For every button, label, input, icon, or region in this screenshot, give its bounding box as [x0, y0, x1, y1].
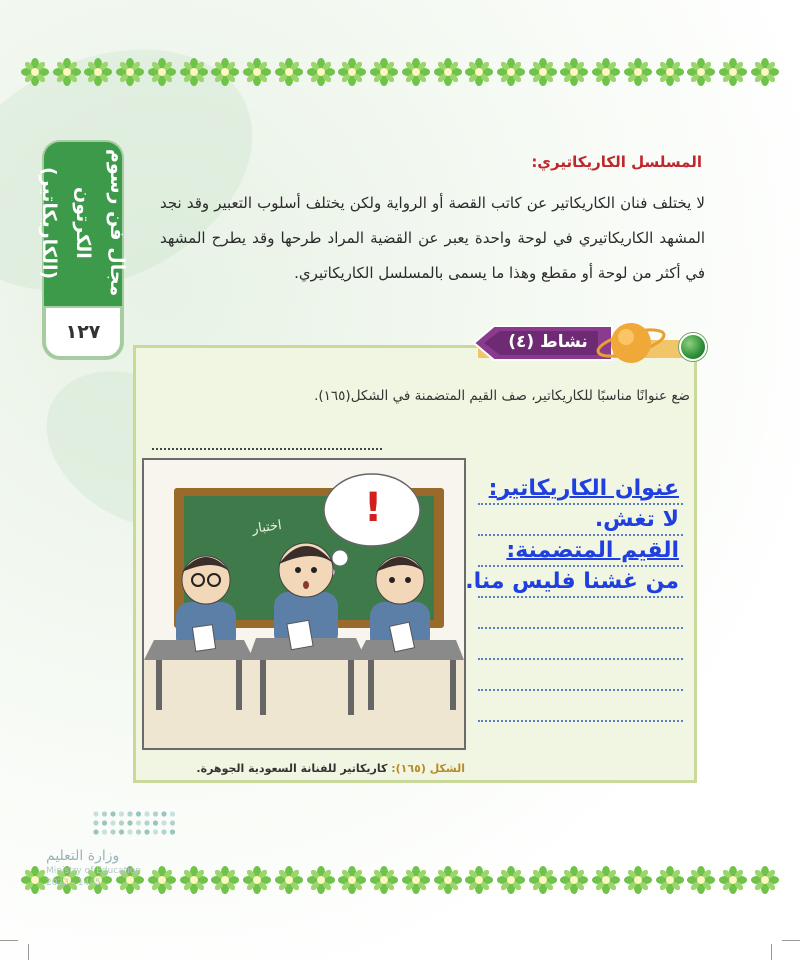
caption-prefix: الشكل	[429, 762, 465, 775]
crop-mark	[771, 944, 772, 960]
flower-icon	[54, 59, 80, 85]
answer-dotted-line	[152, 430, 382, 450]
flower-icon	[530, 59, 556, 85]
planet-icon	[596, 313, 666, 373]
flower-icon	[498, 867, 524, 893]
crop-mark	[0, 940, 18, 941]
flower-icon	[720, 59, 746, 85]
section-paragraph: لا يختلف فنان الكاريكاتير عن كاتب القصة أو الرواية ولكن يختلف أسلوب التعبير وقد نجد المشهد الكاريكاتيري في لوحة واحدة يعبر عن القضية المراد طرحها وقد يطرح المشهد في أكثر من لوحة أو مقطع وهذا ما يسمى بالمسلسل الكاريكاتيري.	[160, 194, 705, 282]
flower-icon	[276, 59, 302, 85]
answer-lines	[465, 474, 683, 722]
answer-line[interactable]	[465, 567, 683, 598]
flower-icon	[498, 59, 524, 85]
answer-line[interactable]	[478, 691, 683, 722]
flower-icon	[466, 867, 492, 893]
ministry-logo	[42, 808, 182, 888]
answer-values-label: القيم المتضمنة:	[506, 538, 679, 563]
flower-icon	[561, 867, 587, 893]
answer-line[interactable]	[478, 536, 683, 567]
flower-icon	[371, 59, 397, 85]
ministry-logo-icon	[90, 808, 180, 838]
flower-icon	[466, 59, 492, 85]
flower-icon	[530, 867, 556, 893]
flower-icon	[435, 867, 461, 893]
flower-icon	[403, 59, 429, 85]
page-number: ١٢٧	[44, 306, 122, 358]
answer-line[interactable]	[478, 598, 683, 629]
activity-label: نشاط (٤)	[508, 332, 588, 352]
flower-icon	[435, 59, 461, 85]
top-flower-border	[0, 52, 800, 92]
flower-icon	[593, 867, 619, 893]
flower-icon	[720, 867, 746, 893]
answer-title-value: لا تغش.	[594, 507, 679, 532]
flower-icon	[339, 59, 365, 85]
flower-icon	[657, 59, 683, 85]
flower-icon	[117, 59, 143, 85]
flower-icon	[339, 867, 365, 893]
flower-icon	[593, 59, 619, 85]
chapter-title: مجال فن رسوم الكرتون (الكاريكاتير)	[38, 149, 128, 297]
answer-line[interactable]	[478, 660, 683, 691]
flower-icon	[85, 59, 111, 85]
flower-icon	[181, 59, 207, 85]
flower-icon	[308, 59, 334, 85]
caricature-drawing	[144, 460, 464, 748]
flower-icon	[244, 867, 270, 893]
ministry-year: 2023 - 1445	[46, 878, 101, 888]
flower-icon	[625, 867, 651, 893]
flower-icon	[212, 59, 238, 85]
chapter-side-tab	[38, 142, 128, 358]
flower-icon	[244, 59, 270, 85]
chalkboard-text: اختبار	[251, 518, 283, 537]
green-bullet-icon	[679, 333, 707, 361]
flower-icon	[752, 867, 778, 893]
flower-icon	[688, 867, 714, 893]
answer-line[interactable]	[478, 474, 683, 505]
crop-mark	[28, 944, 29, 960]
flower-icon	[149, 59, 175, 85]
exclamation-mark: !	[364, 485, 383, 531]
flower-icon	[181, 867, 207, 893]
flower-icon	[212, 867, 238, 893]
crop-mark	[782, 940, 800, 941]
flower-icon	[561, 59, 587, 85]
answer-line[interactable]	[478, 629, 683, 660]
caricature-illustration	[142, 458, 466, 750]
flower-icon	[371, 867, 397, 893]
flower-icon	[752, 59, 778, 85]
flower-icon	[308, 867, 334, 893]
answer-line[interactable]	[478, 505, 683, 536]
ministry-name: وزارة التعليم	[46, 848, 120, 864]
flower-icon	[276, 867, 302, 893]
flower-icon	[688, 59, 714, 85]
caption-number: (١٦٥):	[391, 762, 426, 775]
flower-icon	[403, 867, 429, 893]
activity-instruction: ضع عنوانًا مناسبًا للكاريكاتير، صف القيم المتضمنة في الشكل(١٦٥).	[314, 388, 690, 404]
flower-icon	[657, 867, 683, 893]
figure-caption	[196, 762, 465, 775]
answer-values-value: من غشنا فليس منا.	[465, 569, 679, 594]
section-title: المسلسل الكاريكاتيري:	[531, 153, 702, 171]
ministry-name-english: Ministry of Education	[46, 866, 141, 876]
caption-text: كاريكاتير للفنانة السعودية الجوهرة.	[196, 762, 388, 775]
flower-icon	[22, 59, 48, 85]
flower-icon	[625, 59, 651, 85]
answer-title-label: عنوان الكاريكاتير:	[488, 476, 679, 501]
